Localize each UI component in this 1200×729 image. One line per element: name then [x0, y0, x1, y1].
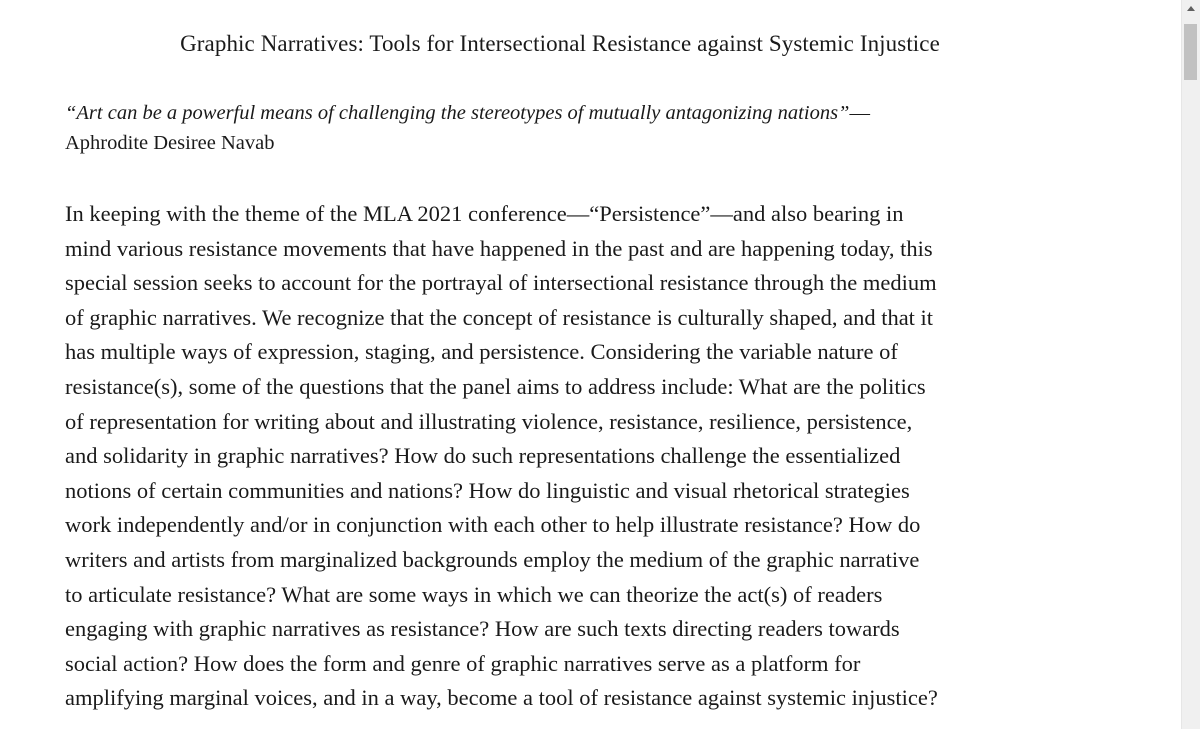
- body-line: amplifying marginal voices, and in a way, become a tool of resistance against systemic injustice?: [65, 685, 938, 711]
- body-paragraph: [65, 197, 1115, 716]
- body-line: engaging with graphic narratives as resistance? How are such texts directing readers towards: [65, 616, 900, 642]
- epigraph-attribution: Aphrodite Desiree Navab: [65, 132, 275, 154]
- body-line: work independently and/or in conjunction with each other to help illustrate resistance? How do: [65, 512, 921, 538]
- epigraph-dash: —: [849, 102, 870, 124]
- arrow-up-icon: [1187, 6, 1195, 11]
- body-line: and solidarity in graphic narratives? How do such representations challenge the essentialized: [65, 443, 901, 469]
- body-line: resistance(s), some of the questions that the panel aims to address include: What are the politics: [65, 373, 926, 399]
- body-line: of representation for writing about and illustrating violence, resistance, resilience, persistence,: [65, 408, 913, 434]
- epigraph: [65, 98, 1075, 158]
- body-line: has multiple ways of expression, staging, and persistence. Considering the variable nature of: [65, 339, 898, 365]
- body-line: to articulate resistance? What are some ways in which we can theorize the act(s) of readers: [65, 581, 883, 607]
- body-line: special session seeks to account for the portrayal of intersectional resistance through the medium: [65, 270, 937, 296]
- body-line: notions of certain communities and nations? How do linguistic and visual rhetorical strategies: [65, 477, 910, 503]
- body-line: social action? How does the form and genre of graphic narratives serve as a platform for: [65, 650, 861, 676]
- body-line: In keeping with the theme of the MLA 2021 conference—“Persistence”—and also bearing in: [65, 201, 904, 226]
- body-line: writers and artists from marginalized backgrounds employ the medium of the graphic narrative: [65, 546, 920, 572]
- scroll-up-button[interactable]: [1182, 0, 1200, 17]
- body-line: mind various resistance movements that have happened in the past and are happening today, this: [65, 235, 933, 261]
- vertical-scrollbar[interactable]: [1181, 0, 1200, 729]
- body-line: of graphic narratives. We recognize that the concept of resistance is culturally shaped, and that it: [65, 304, 934, 330]
- document-title: Graphic Narratives: Tools for Intersectional Resistance against Systemic Injustice: [180, 31, 940, 56]
- epigraph-quote: “Art can be a powerful means of challenging the stereotypes of mutually antagonizing nations”: [65, 102, 850, 124]
- scrollbar-thumb[interactable]: [1184, 24, 1197, 80]
